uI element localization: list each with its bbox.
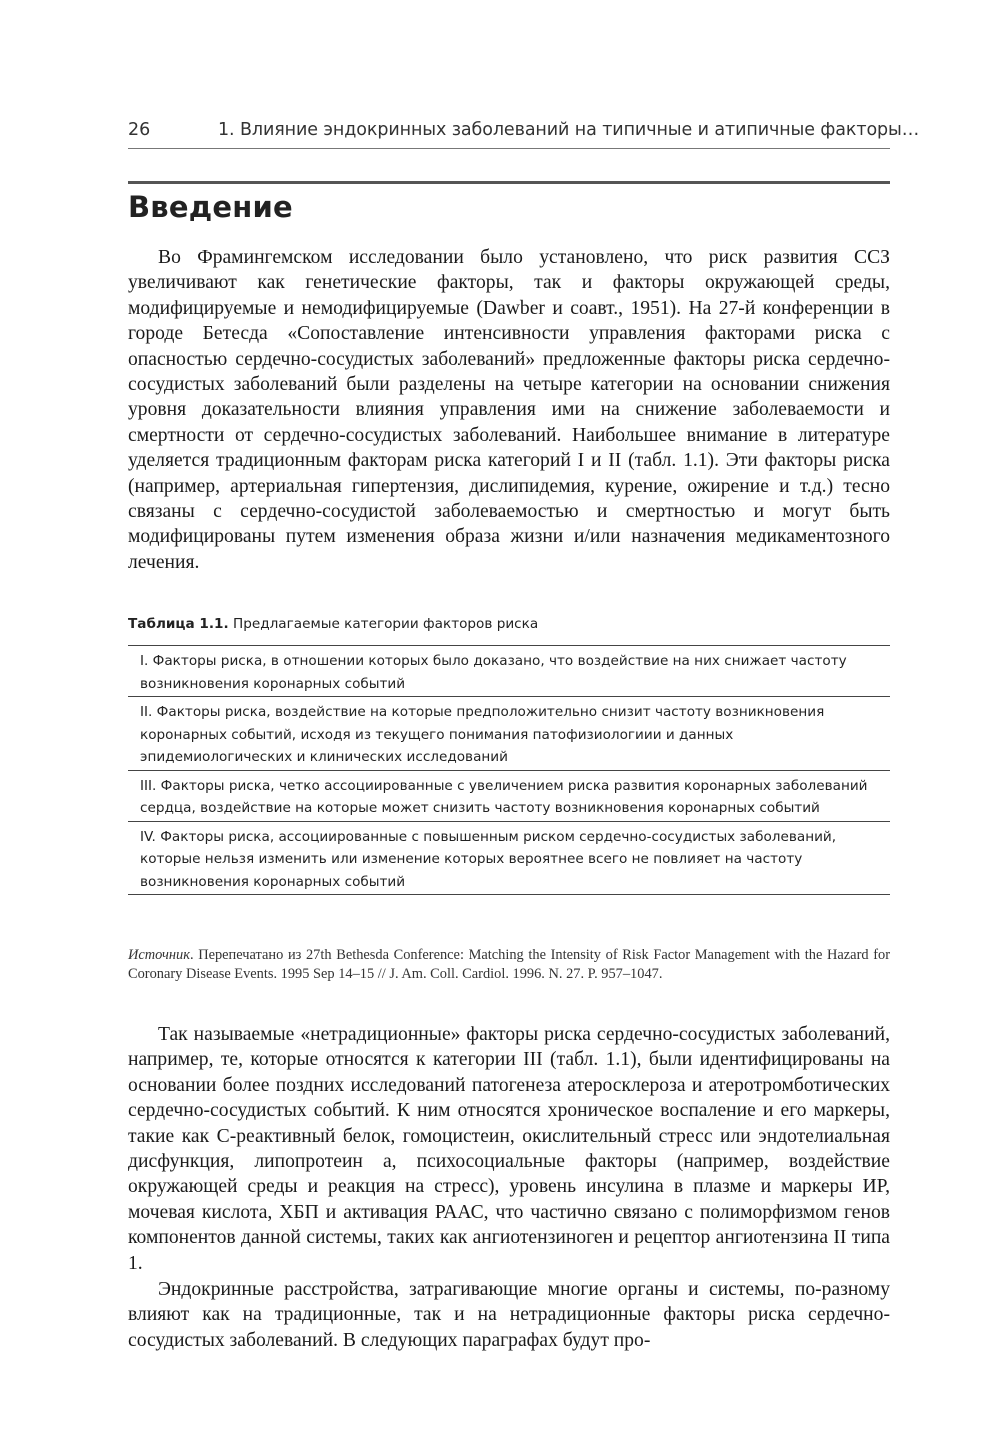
table-row: II. Факторы риска, воздействие на которые предположительно снизит частоту возникновения коронарных событий, исходя из текущего понимания патофизиологиии и данных эпидемиологических и клинических исследований bbox=[128, 697, 890, 771]
table-row: I. Факторы риска, в отношении которых было доказано, что воздействие на них снижает частоту возникновения коронарных событий bbox=[128, 646, 890, 697]
table-label: Таблица 1.1. bbox=[128, 616, 229, 632]
body-paragraph: Во Фрамингемском исследовании было установлено, что риск развития ССЗ увеличивают как генетические факторы, так и факторы окружающей среды, модифицируемые и немодифицируемые (Dawber и соавт., 1951). На 27-й конференции в городе Бетесда «Сопоставление интенсивности управления факторами риска с опасностью сердечно-сосудистых заболеваний» предложенные факторы риска сердечно-сосудистых заболеваний были разделены на четыре категории на основании снижения уровня доказательности влияния управления ими на снижение заболеваемости и смертности от сердечно-сосудистых заболеваний. Наибольшее внимание в литературе уделяется традиционным факторам риска категорий I и II (табл. 1.1). Эти факторы риска (например, артериальная гипертензия, дислипидемия, курение, ожирение и т.д.) тесно связаны с сердечно-сосудистой заболеваемостью и смертностью и могут быть модифицированы путем изменения образа жизни и/или назначения медикаментозного лечения. bbox=[128, 247, 890, 573]
running-title: 1. Влияние эндокринных заболеваний на типичные и атипичные факторы… bbox=[218, 120, 920, 140]
running-head bbox=[128, 116, 920, 149]
table-caption-text: Предлагаемые категории факторов риска bbox=[232, 616, 539, 632]
table-caption bbox=[128, 616, 538, 632]
section-divider bbox=[128, 181, 890, 184]
body-paragraph: Эндокринные расстройства, затрагивающие многие органы и системы, по-разному влияют как на традиционные, так и на нетрадиционные факторы риска сердечно-сосудистых заболеваний. В следующих параграфах будут про- bbox=[128, 1279, 890, 1351]
source-text: . Перепечатано из 27th Bethesda Conference: Matching the Intensity of Risk Factor Management with the Hazard for Coronary Disease Events. 1995 Sep 14–15 // J. Am. Coll. Cardiol. 1996. N. 27. P. 957–1047. bbox=[128, 947, 890, 982]
page-number: 26 bbox=[128, 120, 151, 140]
source-label: Источник bbox=[128, 947, 190, 963]
table-source-note bbox=[128, 946, 890, 984]
risk-categories-table bbox=[128, 645, 890, 895]
body-paragraph: Так называемые «нетрадиционные» факторы риска сердечно-сосудистых заболеваний, например, те, которые относятся к категории III (табл. 1.1), были идентифицированы на основании более поздних исследований патогенеза атеросклероза и атеротромботических сердечно-сосудистых событий. К ним относятся хроническое воспаление и его маркеры, такие как С-реактивный белок, гомоцистеин, окислительный стресс или эндотелиальная дисфункция, липопротеин a, психосоциальные факторы (например, воздействие окружающей среды и реакция на стресс), уровень инсулина в плазме и маркеры ИР, мочевая кислота, ХБП и активация РААС, что частично связано с полиморфизмом генов компонентов данной системы, таких как ангиотензиноген и рецептор ангиотензина II типа 1. bbox=[128, 1024, 890, 1274]
table-row: III. Факторы риска, четко ассоциированные с увеличением риска развития коронарных заболеваний сердца, воздействие на которые может снизить частоту возникновения коронарных событий bbox=[128, 771, 890, 822]
section-heading: Введение bbox=[128, 190, 293, 224]
table-row: IV. Факторы риска, ассоциированные с повышенным риском сердечно-сосудистых заболеваний, которые нельзя изменить или изменение которых вероятнее всего не повлияет на частоту возникновения коронарных событий bbox=[128, 822, 890, 896]
